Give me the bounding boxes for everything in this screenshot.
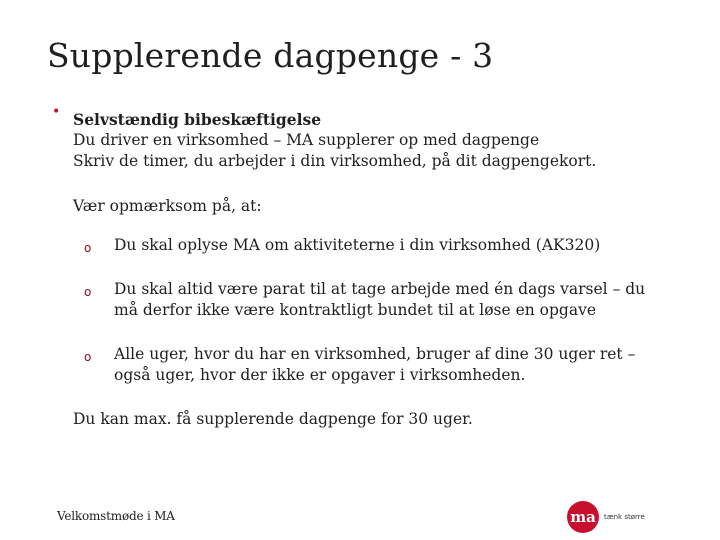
closing-note: Du kan max. få supplerende dagpenge for 30 uger. [73,410,473,428]
circle-bullet-icon: o [84,285,92,299]
list-item [73,235,654,256]
slide-title: Supplerende dagpenge - 3 [47,36,494,75]
bullet-icon: • [52,104,61,120]
bullet-heading: Selvstændig bibeskæftigelse [73,110,322,129]
attention-label: Vær opmærksom på, at: [73,197,262,215]
body-line-2: Skriv de timer, du arbejder i din virksomhed, på dit dagpengekort. [73,152,597,170]
sub-bullet-list [73,235,673,386]
list-item-text: Du skal altid være parat til at tage arbejde med én dags varsel – du må derfor ikke være kontraktligt bundet til at løse en opgave [114,280,646,319]
circle-bullet-icon: o [84,350,92,364]
slide-content [73,109,673,430]
circle-bullet-icon: o [84,241,92,255]
footer-text: Velkomstmøde i MA [57,509,175,523]
ma-logo-mark [566,500,602,534]
list-item [73,279,654,321]
list-item [73,344,654,386]
list-item-text: Du skal oplyse MA om aktiviteterne i din virksomhed (AK320) [114,236,601,254]
logo-slogan: tænk større [604,513,645,521]
ma-logo [566,500,656,534]
list-item-text: Alle uger, hvor du har en virksomhed, bruger af dine 30 uger ret – også uger, hvor der ikke er opgaver i virksomheden. [114,345,636,384]
body-line-1: Du driver en virksomhed – MA supplerer op med dagpenge [73,131,540,149]
ma-logo-mark-text: ma [570,508,596,526]
